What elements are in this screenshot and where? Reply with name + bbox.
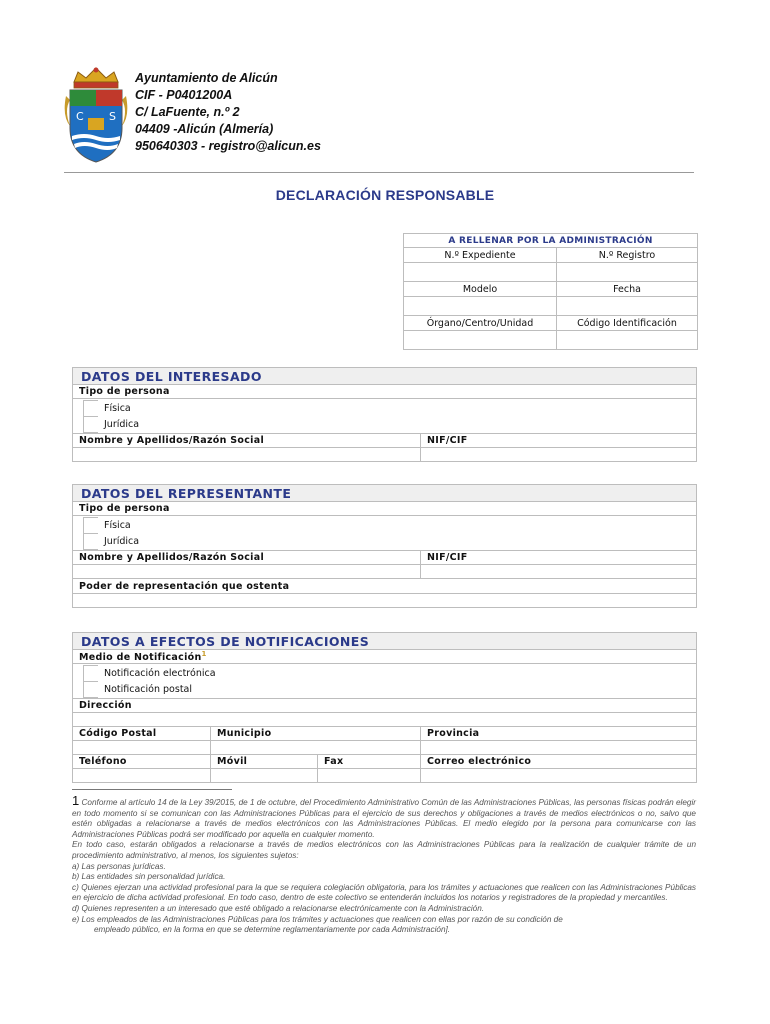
- field-provincia[interactable]: [421, 741, 697, 755]
- footnote-item-b: b) Las entidades sin personalidad jurídica.: [72, 872, 226, 882]
- label-nombre: Nombre y Apellidos/Razón Social: [73, 434, 421, 448]
- crest-letter-s: S: [109, 110, 116, 123]
- label-correo: Correo electrónico: [421, 755, 697, 769]
- footnote-paragraph: En todo caso, estarán obligados a relacionarse a través de medios electrónicos con las Administraciones Públicas para la realización de cualquier trámite de un procedimiento administrativo, al menos, los siguientes sujetos:: [72, 840, 696, 860]
- field-expediente[interactable]: [404, 263, 557, 282]
- field-nif[interactable]: [421, 565, 697, 579]
- field-nombre[interactable]: [73, 448, 421, 462]
- label-tipo-persona: Tipo de persona: [73, 385, 697, 399]
- checkbox[interactable]: [83, 416, 98, 433]
- org-city: 04409 -Alicún (Almería): [135, 122, 274, 136]
- interesado-section: [72, 367, 697, 462]
- field-fax[interactable]: [318, 769, 421, 783]
- footnote-item-a: a) Las personas jurídicas.: [72, 861, 166, 871]
- org-contact: 950640303 - registro@alicun.es: [135, 139, 321, 153]
- checkbox[interactable]: [83, 400, 98, 417]
- label-fecha: Fecha: [557, 282, 698, 297]
- checkbox[interactable]: [83, 517, 98, 534]
- field-correo[interactable]: [421, 769, 697, 783]
- label-expediente: N.º Expediente: [404, 248, 557, 263]
- footnote-divider: [72, 789, 232, 790]
- label-codigo: Código Identificación: [557, 316, 698, 331]
- option-label: Jurídica: [104, 418, 140, 430]
- admin-heading: A RELLENAR POR LA ADMINISTRACIÓN: [404, 234, 698, 248]
- field-movil[interactable]: [211, 769, 318, 783]
- label-nif: NIF/CIF: [421, 434, 697, 448]
- label-nif: NIF/CIF: [421, 551, 697, 565]
- field-registro[interactable]: [557, 263, 698, 282]
- label-municipio: Municipio: [211, 727, 421, 741]
- field-cp[interactable]: [73, 741, 211, 755]
- checkbox[interactable]: [83, 533, 98, 550]
- option-label: Jurídica: [104, 535, 140, 547]
- org-address: C/ LaFuente, n.º 2: [135, 105, 240, 119]
- crest-letter-c: C: [76, 110, 84, 123]
- field-telefono[interactable]: [73, 769, 211, 783]
- field-fecha[interactable]: [557, 297, 698, 316]
- checkbox[interactable]: [83, 665, 98, 682]
- field-codigo[interactable]: [557, 331, 698, 350]
- label-medio-text: Medio de Notificación: [79, 652, 202, 664]
- label-provincia: Provincia: [421, 727, 697, 741]
- option-fisica[interactable]: [81, 517, 696, 533]
- field-poder[interactable]: [73, 594, 697, 608]
- field-direccion[interactable]: [73, 713, 697, 727]
- option-juridica[interactable]: [81, 533, 696, 549]
- footnote-item-c: c) Quienes ejerzan una actividad profesional para la que se requiera colegiación obligatoria, para los trámites y actuaciones que realicen con las Administraciones Públicas en ejercicio de dicha actividad profesional. En todo caso, dentro de este colectivo se entenderán incluidos los notarios y registradores de la propiedad y mercantiles.: [72, 882, 696, 903]
- label-cp: Código Postal: [73, 727, 211, 741]
- admin-use-table: [403, 233, 698, 350]
- footnote-text: Conforme al artículo 14 de la Ley 39/2015, de 1 de octubre, del Procedimiento Administrativo Común de las Administraciones Públicas, las personas físicas podrán elegir en todo momento si se comunican con las Administraciones Públicas para el ejercicio de sus derechos y obligaciones a través de medios electrónicos o no, salvo que estén obligadas a relacionarse a través de medios electrónicos con las Administraciones Públicas. El medio elegido por la persona para comunicarse con las Administraciones Públicas podrá ser modificado por aquella en cualquier momento.: [72, 798, 696, 839]
- label-direccion: Dirección: [73, 699, 697, 713]
- footnote-number: 1: [72, 793, 80, 808]
- label-telefono: Teléfono: [73, 755, 211, 769]
- footnote-paragraph: [72, 793, 696, 840]
- label-modelo: Modelo: [404, 282, 557, 297]
- option-fisica[interactable]: [81, 400, 696, 416]
- field-nif[interactable]: [421, 448, 697, 462]
- footnote-item-d: d) Quienes representen a un interesado que esté obligado a relacionarse electrónicamente con la Administración.: [72, 903, 485, 913]
- label-organo: Órgano/Centro/Unidad: [404, 316, 557, 331]
- option-electronica[interactable]: [81, 665, 696, 681]
- checkbox[interactable]: [83, 681, 98, 698]
- page-title: DECLARACIÓN RESPONSABLE: [275, 187, 495, 203]
- footnote-item-e: e) Los empleados de las Administraciones Públicas para los trámites y actuaciones que realicen con ellas por razón de su condición de: [72, 914, 563, 924]
- label-medio: [73, 650, 697, 664]
- section-title: DATOS A EFECTOS DE NOTIFICACIONES: [73, 633, 697, 650]
- header-divider: [64, 172, 694, 173]
- option-label: Notificación electrónica: [104, 667, 216, 679]
- option-label: Física: [104, 402, 131, 414]
- org-cif: CIF - P0401200A: [135, 88, 233, 102]
- label-tipo-persona: Tipo de persona: [73, 502, 697, 516]
- option-postal[interactable]: [81, 681, 696, 697]
- field-modelo[interactable]: [404, 297, 557, 316]
- option-label: Notificación postal: [104, 683, 193, 695]
- label-registro: N.º Registro: [557, 248, 698, 263]
- footnote-item-e-cont: empleado público, en la forma en que se determine reglamentariamente por cada Administración].: [94, 925, 451, 935]
- municipal-crest-logo: [64, 66, 128, 164]
- section-title: DATOS DEL INTERESADO: [73, 368, 697, 385]
- option-juridica[interactable]: [81, 416, 696, 432]
- field-organo[interactable]: [404, 331, 557, 350]
- label-nombre: Nombre y Apellidos/Razón Social: [73, 551, 421, 565]
- option-label: Física: [104, 519, 131, 531]
- label-movil: Móvil: [211, 755, 318, 769]
- footnote: [72, 793, 696, 936]
- organization-header: [135, 70, 321, 155]
- notificaciones-section: [72, 632, 697, 783]
- section-title: DATOS DEL REPRESENTANTE: [73, 485, 697, 502]
- field-nombre[interactable]: [73, 565, 421, 579]
- field-municipio[interactable]: [211, 741, 421, 755]
- footnote-ref[interactable]: 1: [201, 650, 207, 658]
- representante-section: [72, 484, 697, 608]
- label-fax: Fax: [318, 755, 421, 769]
- org-name: Ayuntamiento de Alicún: [135, 71, 278, 85]
- label-poder: Poder de representación que ostenta: [73, 579, 697, 594]
